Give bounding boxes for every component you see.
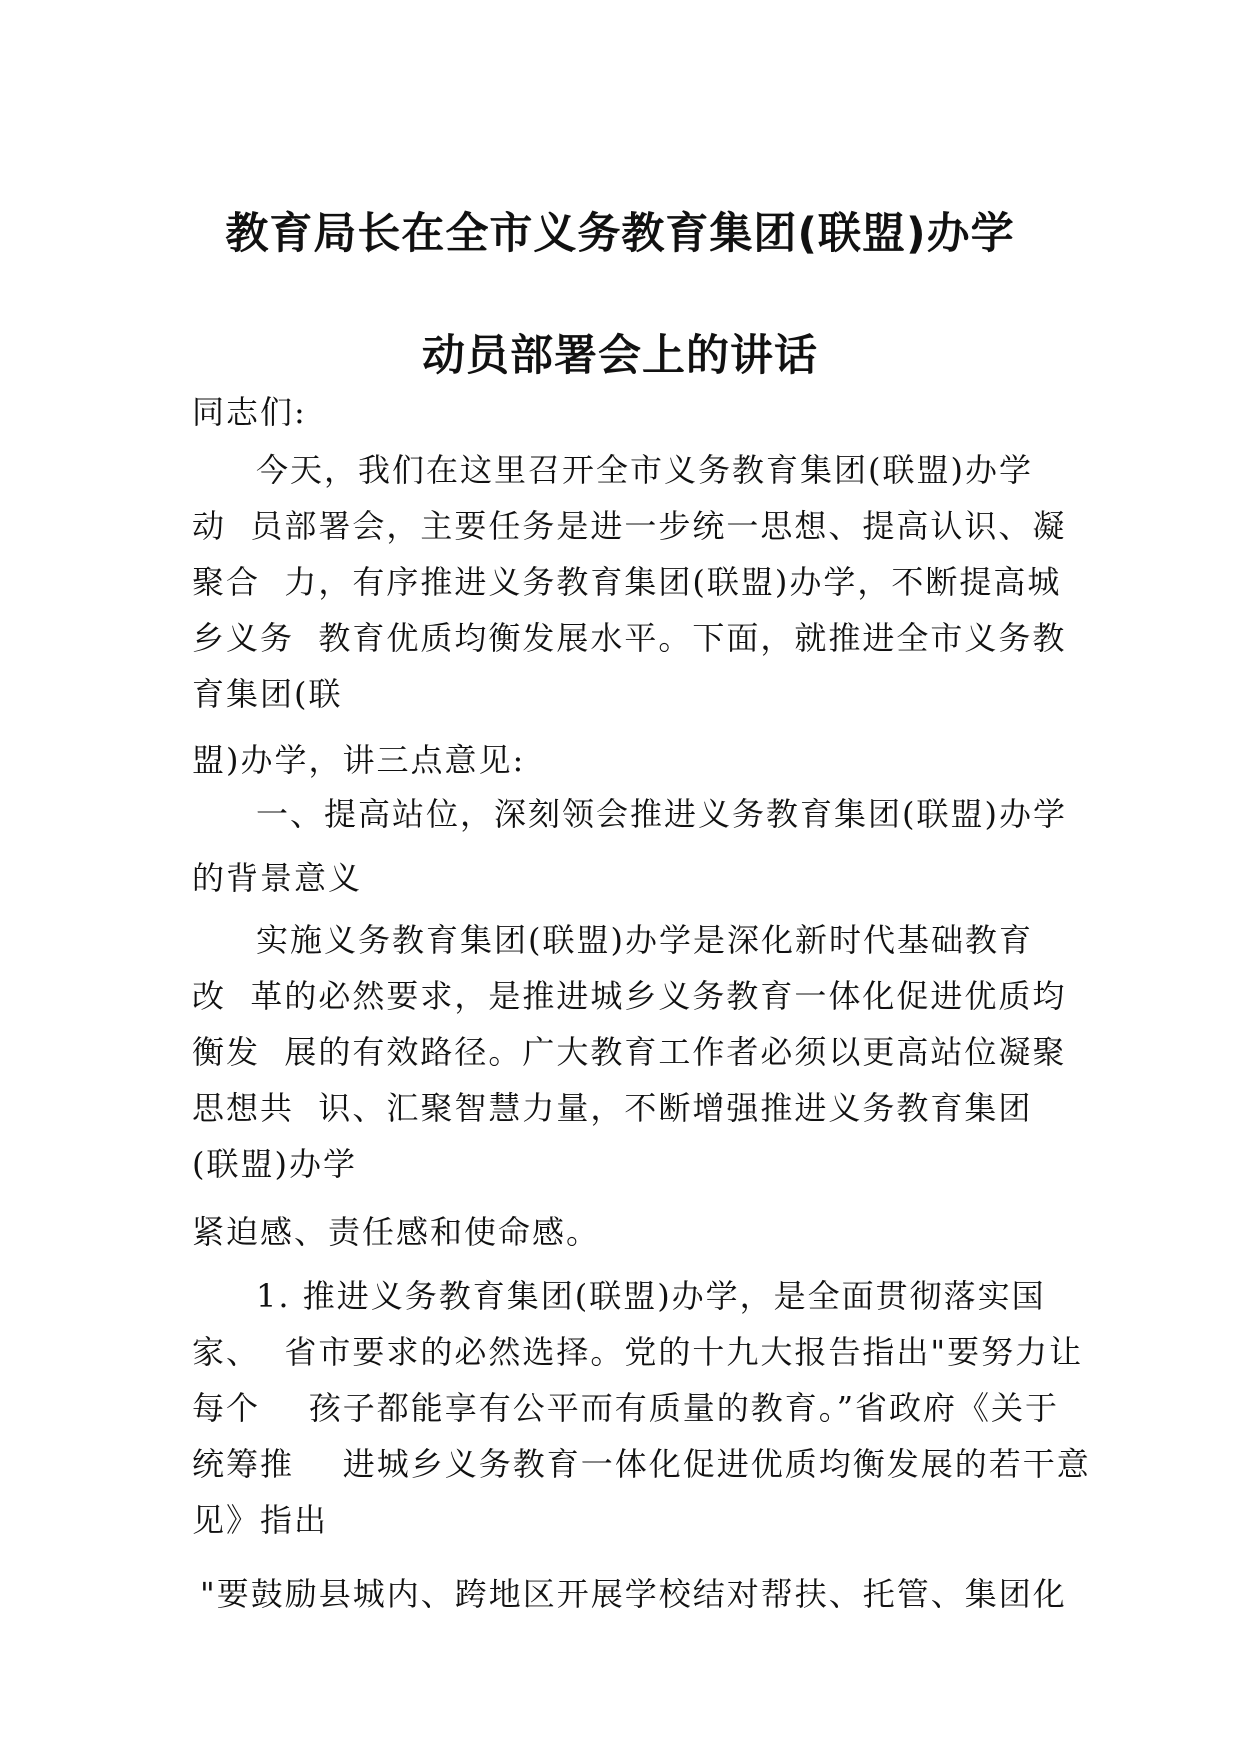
paragraph-line: 今天，我们在这里召开全市义务教育集团(联盟)办学 <box>256 451 1033 489</box>
paragraph-line: 育集团(联 <box>192 675 343 713</box>
paragraph-line: 统筹推 进城乡义务教育一体化促进优质均衡发展的若干意 <box>192 1445 1091 1483</box>
paragraph-line: 动 员部署会，主要任务是进一步统一思想、提高认识、凝 <box>192 507 1067 545</box>
paragraph-line: 改 革的必然要求，是推进城乡义务教育一体化促进优质均 <box>192 977 1067 1015</box>
paragraph-line: 实施义务教育集团(联盟)办学是深化新时代基础教育 <box>256 921 1033 959</box>
paragraph-line: 家、 省市要求的必然选择。党的十九大报告指出"要努力让 <box>192 1333 1084 1371</box>
paragraph-line: 聚合 力，有序推进义务教育集团(联盟)办学，不断提高城 <box>192 563 1062 601</box>
salutation: 同志们: <box>192 393 307 431</box>
paragraph-line: 紧迫感、责任感和使命感。 <box>192 1213 601 1251</box>
paragraph-line: 思想共 识、汇聚智慧力量，不断增强推进义务教育集团 <box>192 1089 1033 1127</box>
section-heading: 的背景意义 <box>192 859 363 897</box>
paragraph-line: 每个 孩子都能享有公平而有质量的教育。”省政府《关于 <box>192 1389 1060 1427</box>
section-heading: 一、提高站位，深刻领会推进义务教育集团(联盟)办学 <box>256 795 1067 833</box>
paragraph-line: "要鼓励县城内、跨地区开展学校结对帮扶、托管、集团化 <box>200 1575 1067 1613</box>
numbered-point: 1. 推进义务教育集团(联盟)办学，是全面贯彻落实国 <box>256 1277 1046 1315</box>
paragraph-line: 见》指出 <box>192 1501 329 1539</box>
document-title-line-1: 教育局长在全市义务教育集团(联盟)办学 <box>225 209 1015 259</box>
document-title-line-2: 动员部署会上的讲话 <box>422 331 818 381</box>
paragraph-line: (联盟)办学 <box>192 1145 357 1183</box>
paragraph-line: 乡义务 教育优质均衡发展水平。下面，就推进全市义务教 <box>192 619 1067 657</box>
paragraph-line: 盟)办学，讲三点意见: <box>192 741 526 779</box>
paragraph-line: 衡发 展的有效路径。广大教育工作者必须以更高站位凝聚 <box>192 1033 1067 1071</box>
